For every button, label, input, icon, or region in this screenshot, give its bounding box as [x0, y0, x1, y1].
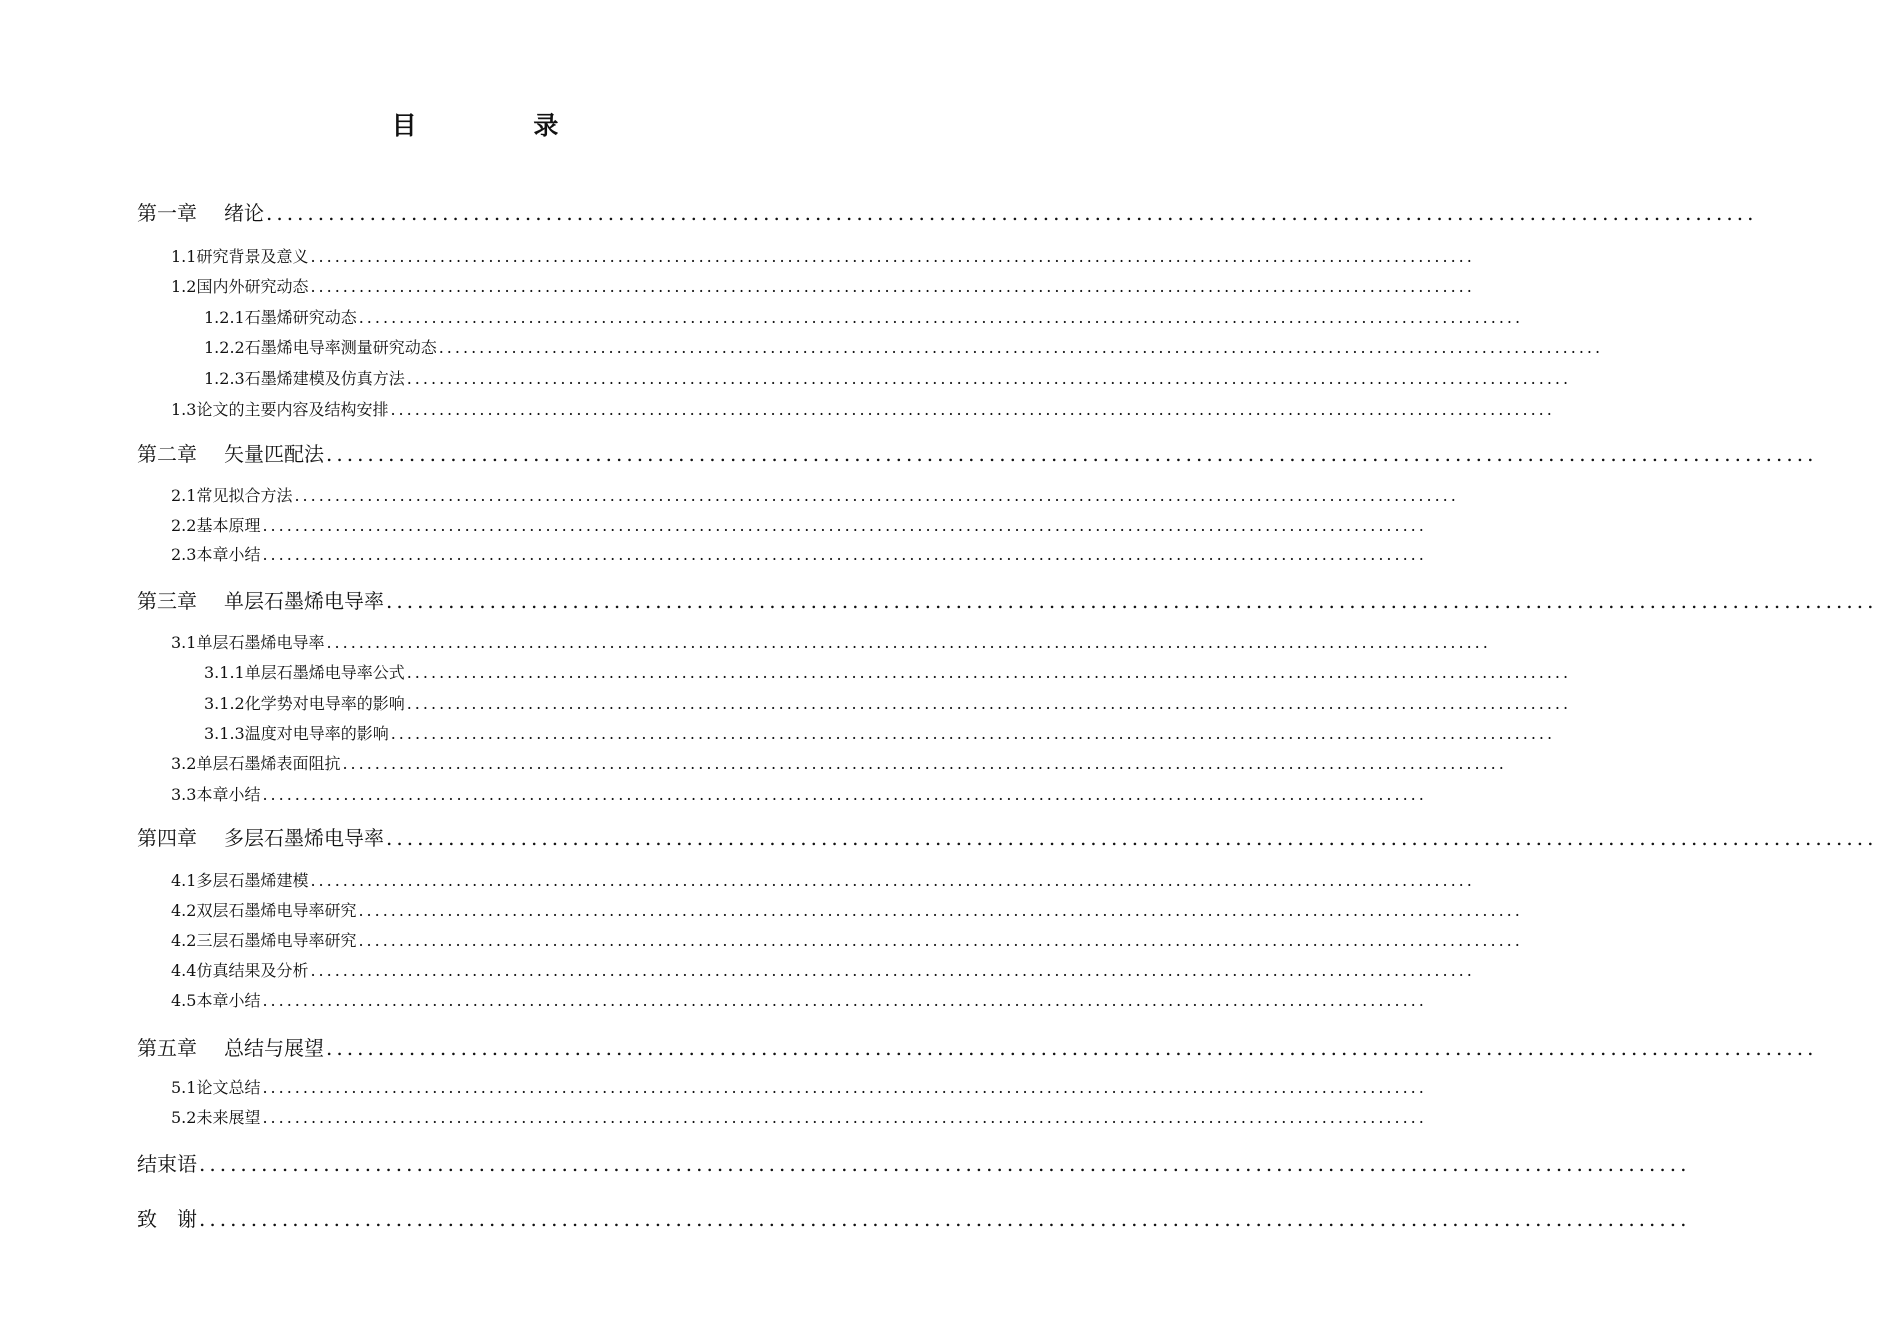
toc-dot-leader: ................................................................................................................................................ — [406, 663, 1572, 682]
toc-dot-leader: ................................................................................................................................................ — [386, 826, 1877, 850]
toc-dot-leader: ................................................................................................................................................ — [358, 308, 1524, 327]
toc-subsection-entry[interactable] — [204, 366, 1572, 392]
toc-entry-text: 5.2未来展望 — [171, 1108, 261, 1127]
toc-chapter-entry[interactable] — [137, 823, 1877, 853]
toc-dot-leader: ................................................................................................................................................ — [310, 871, 1475, 890]
toc-entry-text: 结束语 — [137, 1152, 197, 1176]
toc-chapter-number: 第三章 — [137, 589, 197, 613]
toc-section-entry[interactable] — [171, 928, 1523, 954]
toc-dot-leader: ................................................................................................................................................ — [438, 338, 1604, 357]
toc-section-entry[interactable] — [171, 542, 1427, 568]
toc-section-entry[interactable] — [171, 630, 1491, 656]
toc-entry-text: 4.4仿真结果及分析 — [171, 961, 309, 980]
toc-entry-text: 多层石墨烯电导率 — [224, 826, 384, 850]
toc-chapter-entry[interactable] — [137, 1033, 1818, 1063]
toc-entry-text: 1.2国内外研究动态 — [171, 277, 309, 296]
toc-chapter-number: 第一章 — [137, 201, 197, 225]
toc-section-entry[interactable] — [171, 483, 1459, 509]
toc-subsection-entry[interactable] — [204, 660, 1572, 686]
toc-section-entry[interactable] — [171, 868, 1475, 894]
toc-entry-text: 3.1单层石墨烯电导率 — [171, 633, 325, 652]
toc-dot-leader: ................................................................................................................................................ — [266, 201, 1758, 225]
toc-chapter-number: 第四章 — [137, 826, 197, 850]
toc-entry-text: 4.1多层石墨烯建模 — [171, 871, 309, 890]
toc-entry-text: 3.2单层石墨烯表面阻抗 — [171, 754, 341, 773]
toc-section-entry[interactable] — [171, 1075, 1427, 1101]
toc-dot-leader: ................................................................................................................................................ — [262, 516, 1427, 535]
toc-entry-text: 3.1.2化学势对电导率的影响 — [204, 694, 405, 713]
toc-section-entry[interactable] — [171, 274, 1475, 300]
toc-subsection-entry[interactable] — [204, 335, 1604, 361]
toc-entry-text: 2.2基本原理 — [171, 516, 261, 535]
toc-chapter-entry[interactable] — [137, 1149, 1691, 1179]
toc-subsection-entry[interactable] — [204, 691, 1572, 717]
toc-chapter-number: 第二章 — [137, 442, 197, 466]
toc-chapter-entry[interactable] — [137, 198, 1758, 228]
toc-dot-leader: ................................................................................................................................................ — [342, 754, 1507, 773]
toc-section-entry[interactable] — [171, 751, 1507, 777]
toc-dot-leader: ................................................................................................................................................ — [406, 369, 1572, 388]
toc-entry-text: 单层石墨烯电导率 — [224, 589, 384, 613]
toc-dot-leader: ................................................................................................................................................ — [390, 724, 1556, 743]
toc-subsection-entry[interactable] — [204, 721, 1556, 747]
toc-section-entry[interactable] — [171, 782, 1427, 808]
toc-dot-leader: ................................................................................................................................................ — [262, 545, 1427, 564]
toc-dot-leader: ................................................................................................................................................ — [262, 1078, 1427, 1097]
toc-dot-leader: ................................................................................................................................................ — [358, 901, 1523, 920]
toc-chapter-entry[interactable] — [137, 439, 1818, 469]
page-title: 目 录 — [391, 111, 613, 140]
toc-dot-leader: ................................................................................................................................................ — [294, 486, 1459, 505]
toc-chapter-entry[interactable] — [137, 1204, 1691, 1234]
toc-dot-leader: ................................................................................................................................................ — [199, 1152, 1691, 1176]
toc-dot-leader: ................................................................................................................................................ — [262, 991, 1427, 1010]
toc-dot-leader: ................................................................................................................................................ — [326, 1036, 1818, 1060]
toc-subsection-entry[interactable] — [204, 305, 1524, 331]
toc-entry-text: 3.1.1单层石墨烯电导率公式 — [204, 663, 405, 682]
toc-section-entry[interactable] — [171, 1105, 1427, 1131]
toc-entry-text: 1.1研究背景及意义 — [171, 247, 309, 266]
toc-section-entry[interactable] — [171, 898, 1523, 924]
toc-entry-text: 1.3论文的主要内容及结构安排 — [171, 400, 389, 419]
toc-entry-text: 2.1常见拟合方法 — [171, 486, 293, 505]
toc-dot-leader: ................................................................................................................................................ — [310, 247, 1475, 266]
toc-chapter-number: 第五章 — [137, 1036, 197, 1060]
toc-section-entry[interactable] — [171, 244, 1475, 270]
toc-entry-text: 4.5本章小结 — [171, 991, 261, 1010]
toc-entry-text: 5.1论文总结 — [171, 1078, 261, 1097]
toc-entry-text: 1.2.2石墨烯电导率测量研究动态 — [204, 338, 437, 357]
toc-dot-leader: ................................................................................................................................................ — [262, 785, 1427, 804]
toc-dot-leader: ................................................................................................................................................ — [390, 400, 1555, 419]
toc-section-entry[interactable] — [171, 988, 1427, 1014]
toc-dot-leader: ................................................................................................................................................ — [326, 633, 1491, 652]
toc-dot-leader: ................................................................................................................................................ — [262, 1108, 1427, 1127]
toc-dot-leader: ................................................................................................................................................ — [310, 961, 1475, 980]
toc-entry-text: 4.2双层石墨烯电导率研究 — [171, 901, 357, 920]
toc-entry-text: 1.2.1石墨烯研究动态 — [204, 308, 357, 327]
toc-chapter-entry[interactable] — [137, 586, 1877, 616]
toc-dot-leader: ................................................................................................................................................ — [358, 931, 1523, 950]
toc-section-entry[interactable] — [171, 958, 1475, 984]
toc-dot-leader: ................................................................................................................................................ — [199, 1207, 1691, 1231]
toc-section-entry[interactable] — [171, 513, 1427, 539]
toc-entry-text: 2.3本章小结 — [171, 545, 261, 564]
toc-entry-text: 总结与展望 — [224, 1036, 324, 1060]
toc-dot-leader: ................................................................................................................................................ — [310, 277, 1475, 296]
toc-entry-text: 1.2.3石墨烯建模及仿真方法 — [204, 369, 405, 388]
toc-entry-text: 致 谢 — [137, 1207, 197, 1231]
toc-dot-leader: ................................................................................................................................................ — [406, 694, 1572, 713]
toc-entry-text: 3.1.3温度对电导率的影响 — [204, 724, 389, 743]
toc-dot-leader: ................................................................................................................................................ — [326, 442, 1818, 466]
toc-entry-text: 矢量匹配法 — [224, 442, 324, 466]
toc-entry-text: 绪论 — [224, 201, 264, 225]
toc-dot-leader: ................................................................................................................................................ — [386, 589, 1877, 613]
toc-entry-text: 3.3本章小结 — [171, 785, 261, 804]
toc-section-entry[interactable] — [171, 397, 1555, 423]
toc-entry-text: 4.2三层石墨烯电导率研究 — [171, 931, 357, 950]
